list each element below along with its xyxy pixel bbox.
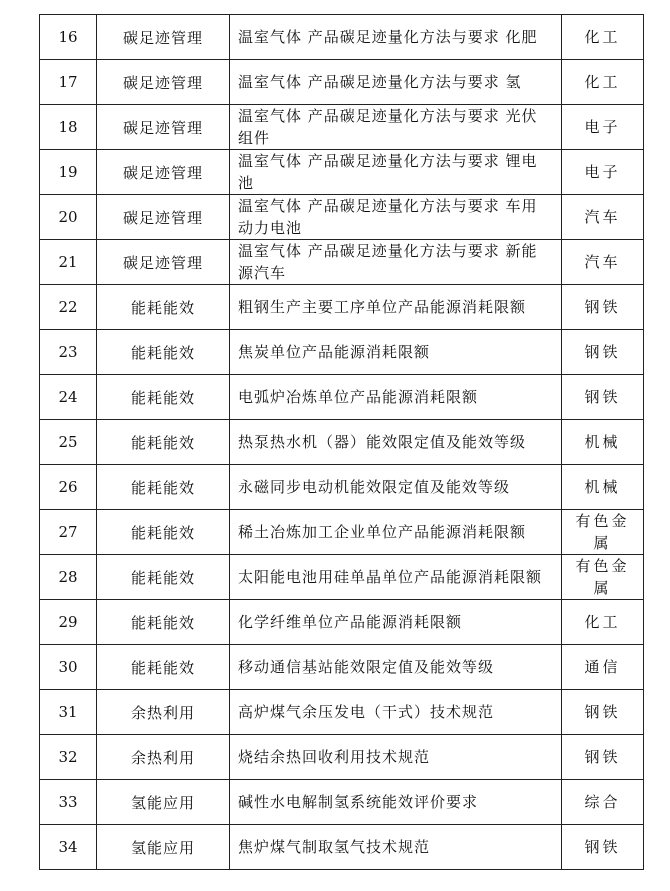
row-industry: 钢铁 <box>562 285 644 330</box>
row-standard-name: 温室气体 产品碳足迹量化方法与要求 新能源汽车 <box>230 240 562 285</box>
table-row <box>40 600 644 645</box>
row-number: 29 <box>40 600 97 645</box>
row-category: 碳足迹管理 <box>97 240 230 285</box>
row-standard-name: 碱性水电解制氢系统能效评价要求 <box>230 780 562 825</box>
row-number: 28 <box>40 555 97 600</box>
row-industry: 化工 <box>562 60 644 105</box>
row-industry: 钢铁 <box>562 330 644 375</box>
row-category: 能耗能效 <box>97 510 230 555</box>
row-number: 18 <box>40 105 97 150</box>
table-row <box>40 510 644 555</box>
row-number: 16 <box>40 15 97 60</box>
row-number: 23 <box>40 330 97 375</box>
row-category: 能耗能效 <box>97 375 230 420</box>
table-row <box>40 105 644 150</box>
row-category: 能耗能效 <box>97 330 230 375</box>
row-industry: 钢铁 <box>562 735 644 780</box>
row-standard-name: 温室气体 产品碳足迹量化方法与要求 化肥 <box>230 15 562 60</box>
row-standard-name: 电弧炉冶炼单位产品能源消耗限额 <box>230 375 562 420</box>
row-standard-name: 永磁同步电动机能效限定值及能效等级 <box>230 465 562 510</box>
row-standard-name: 温室气体 产品碳足迹量化方法与要求 锂电池 <box>230 150 562 195</box>
row-number: 21 <box>40 240 97 285</box>
row-category: 碳足迹管理 <box>97 195 230 240</box>
row-number: 17 <box>40 60 97 105</box>
row-number: 27 <box>40 510 97 555</box>
row-category: 碳足迹管理 <box>97 150 230 195</box>
row-number: 25 <box>40 420 97 465</box>
row-category: 余热利用 <box>97 735 230 780</box>
row-category: 氢能应用 <box>97 780 230 825</box>
row-category: 能耗能效 <box>97 420 230 465</box>
row-number: 33 <box>40 780 97 825</box>
row-industry: 综合 <box>562 780 644 825</box>
row-standard-name: 烧结余热回收利用技术规范 <box>230 735 562 780</box>
table-row <box>40 15 644 60</box>
row-industry: 机械 <box>562 465 644 510</box>
standards-table-body <box>40 15 644 870</box>
row-number: 19 <box>40 150 97 195</box>
row-category: 能耗能效 <box>97 645 230 690</box>
row-industry: 有色金属 <box>562 555 644 600</box>
table-row <box>40 420 644 465</box>
table-row <box>40 375 644 420</box>
table-row <box>40 735 644 780</box>
row-category: 能耗能效 <box>97 465 230 510</box>
row-industry: 电子 <box>562 105 644 150</box>
row-standard-name: 温室气体 产品碳足迹量化方法与要求 车用动力电池 <box>230 195 562 240</box>
table-row <box>40 330 644 375</box>
row-number: 22 <box>40 285 97 330</box>
row-industry: 汽车 <box>562 240 644 285</box>
row-standard-name: 化学纤维单位产品能源消耗限额 <box>230 600 562 645</box>
row-industry: 化工 <box>562 600 644 645</box>
row-standard-name: 焦炉煤气制取氢气技术规范 <box>230 825 562 870</box>
row-standard-name: 粗钢生产主要工序单位产品能源消耗限额 <box>230 285 562 330</box>
row-number: 24 <box>40 375 97 420</box>
table-row <box>40 645 644 690</box>
row-standard-name: 高炉煤气余压发电（干式）技术规范 <box>230 690 562 735</box>
row-number: 32 <box>40 735 97 780</box>
row-category: 碳足迹管理 <box>97 60 230 105</box>
table-row <box>40 60 644 105</box>
row-number: 31 <box>40 690 97 735</box>
row-industry: 通信 <box>562 645 644 690</box>
table-row <box>40 825 644 870</box>
row-standard-name: 温室气体 产品碳足迹量化方法与要求 光伏组件 <box>230 105 562 150</box>
row-category: 能耗能效 <box>97 600 230 645</box>
row-category: 碳足迹管理 <box>97 15 230 60</box>
table-row <box>40 690 644 735</box>
row-industry: 钢铁 <box>562 825 644 870</box>
row-industry: 钢铁 <box>562 690 644 735</box>
row-category: 能耗能效 <box>97 555 230 600</box>
row-standard-name: 稀土冶炼加工企业单位产品能源消耗限额 <box>230 510 562 555</box>
table-row <box>40 150 644 195</box>
row-category: 能耗能效 <box>97 285 230 330</box>
row-industry: 有色金属 <box>562 510 644 555</box>
row-industry: 汽车 <box>562 195 644 240</box>
row-industry: 机械 <box>562 420 644 465</box>
table-row <box>40 465 644 510</box>
table-row <box>40 780 644 825</box>
row-number: 20 <box>40 195 97 240</box>
row-standard-name: 移动通信基站能效限定值及能效等级 <box>230 645 562 690</box>
row-standard-name: 太阳能电池用硅单晶单位产品能源消耗限额 <box>230 555 562 600</box>
row-number: 30 <box>40 645 97 690</box>
standards-table <box>39 14 644 870</box>
row-standard-name: 温室气体 产品碳足迹量化方法与要求 氢 <box>230 60 562 105</box>
row-standard-name: 热泵热水机（器）能效限定值及能效等级 <box>230 420 562 465</box>
row-industry: 钢铁 <box>562 375 644 420</box>
table-row <box>40 285 644 330</box>
table-row <box>40 240 644 285</box>
row-industry: 电子 <box>562 150 644 195</box>
table-row <box>40 555 644 600</box>
row-category: 氢能应用 <box>97 825 230 870</box>
row-category: 碳足迹管理 <box>97 105 230 150</box>
row-category: 余热利用 <box>97 690 230 735</box>
row-number: 34 <box>40 825 97 870</box>
row-number: 26 <box>40 465 97 510</box>
row-standard-name: 焦炭单位产品能源消耗限额 <box>230 330 562 375</box>
table-row <box>40 195 644 240</box>
row-industry: 化工 <box>562 15 644 60</box>
